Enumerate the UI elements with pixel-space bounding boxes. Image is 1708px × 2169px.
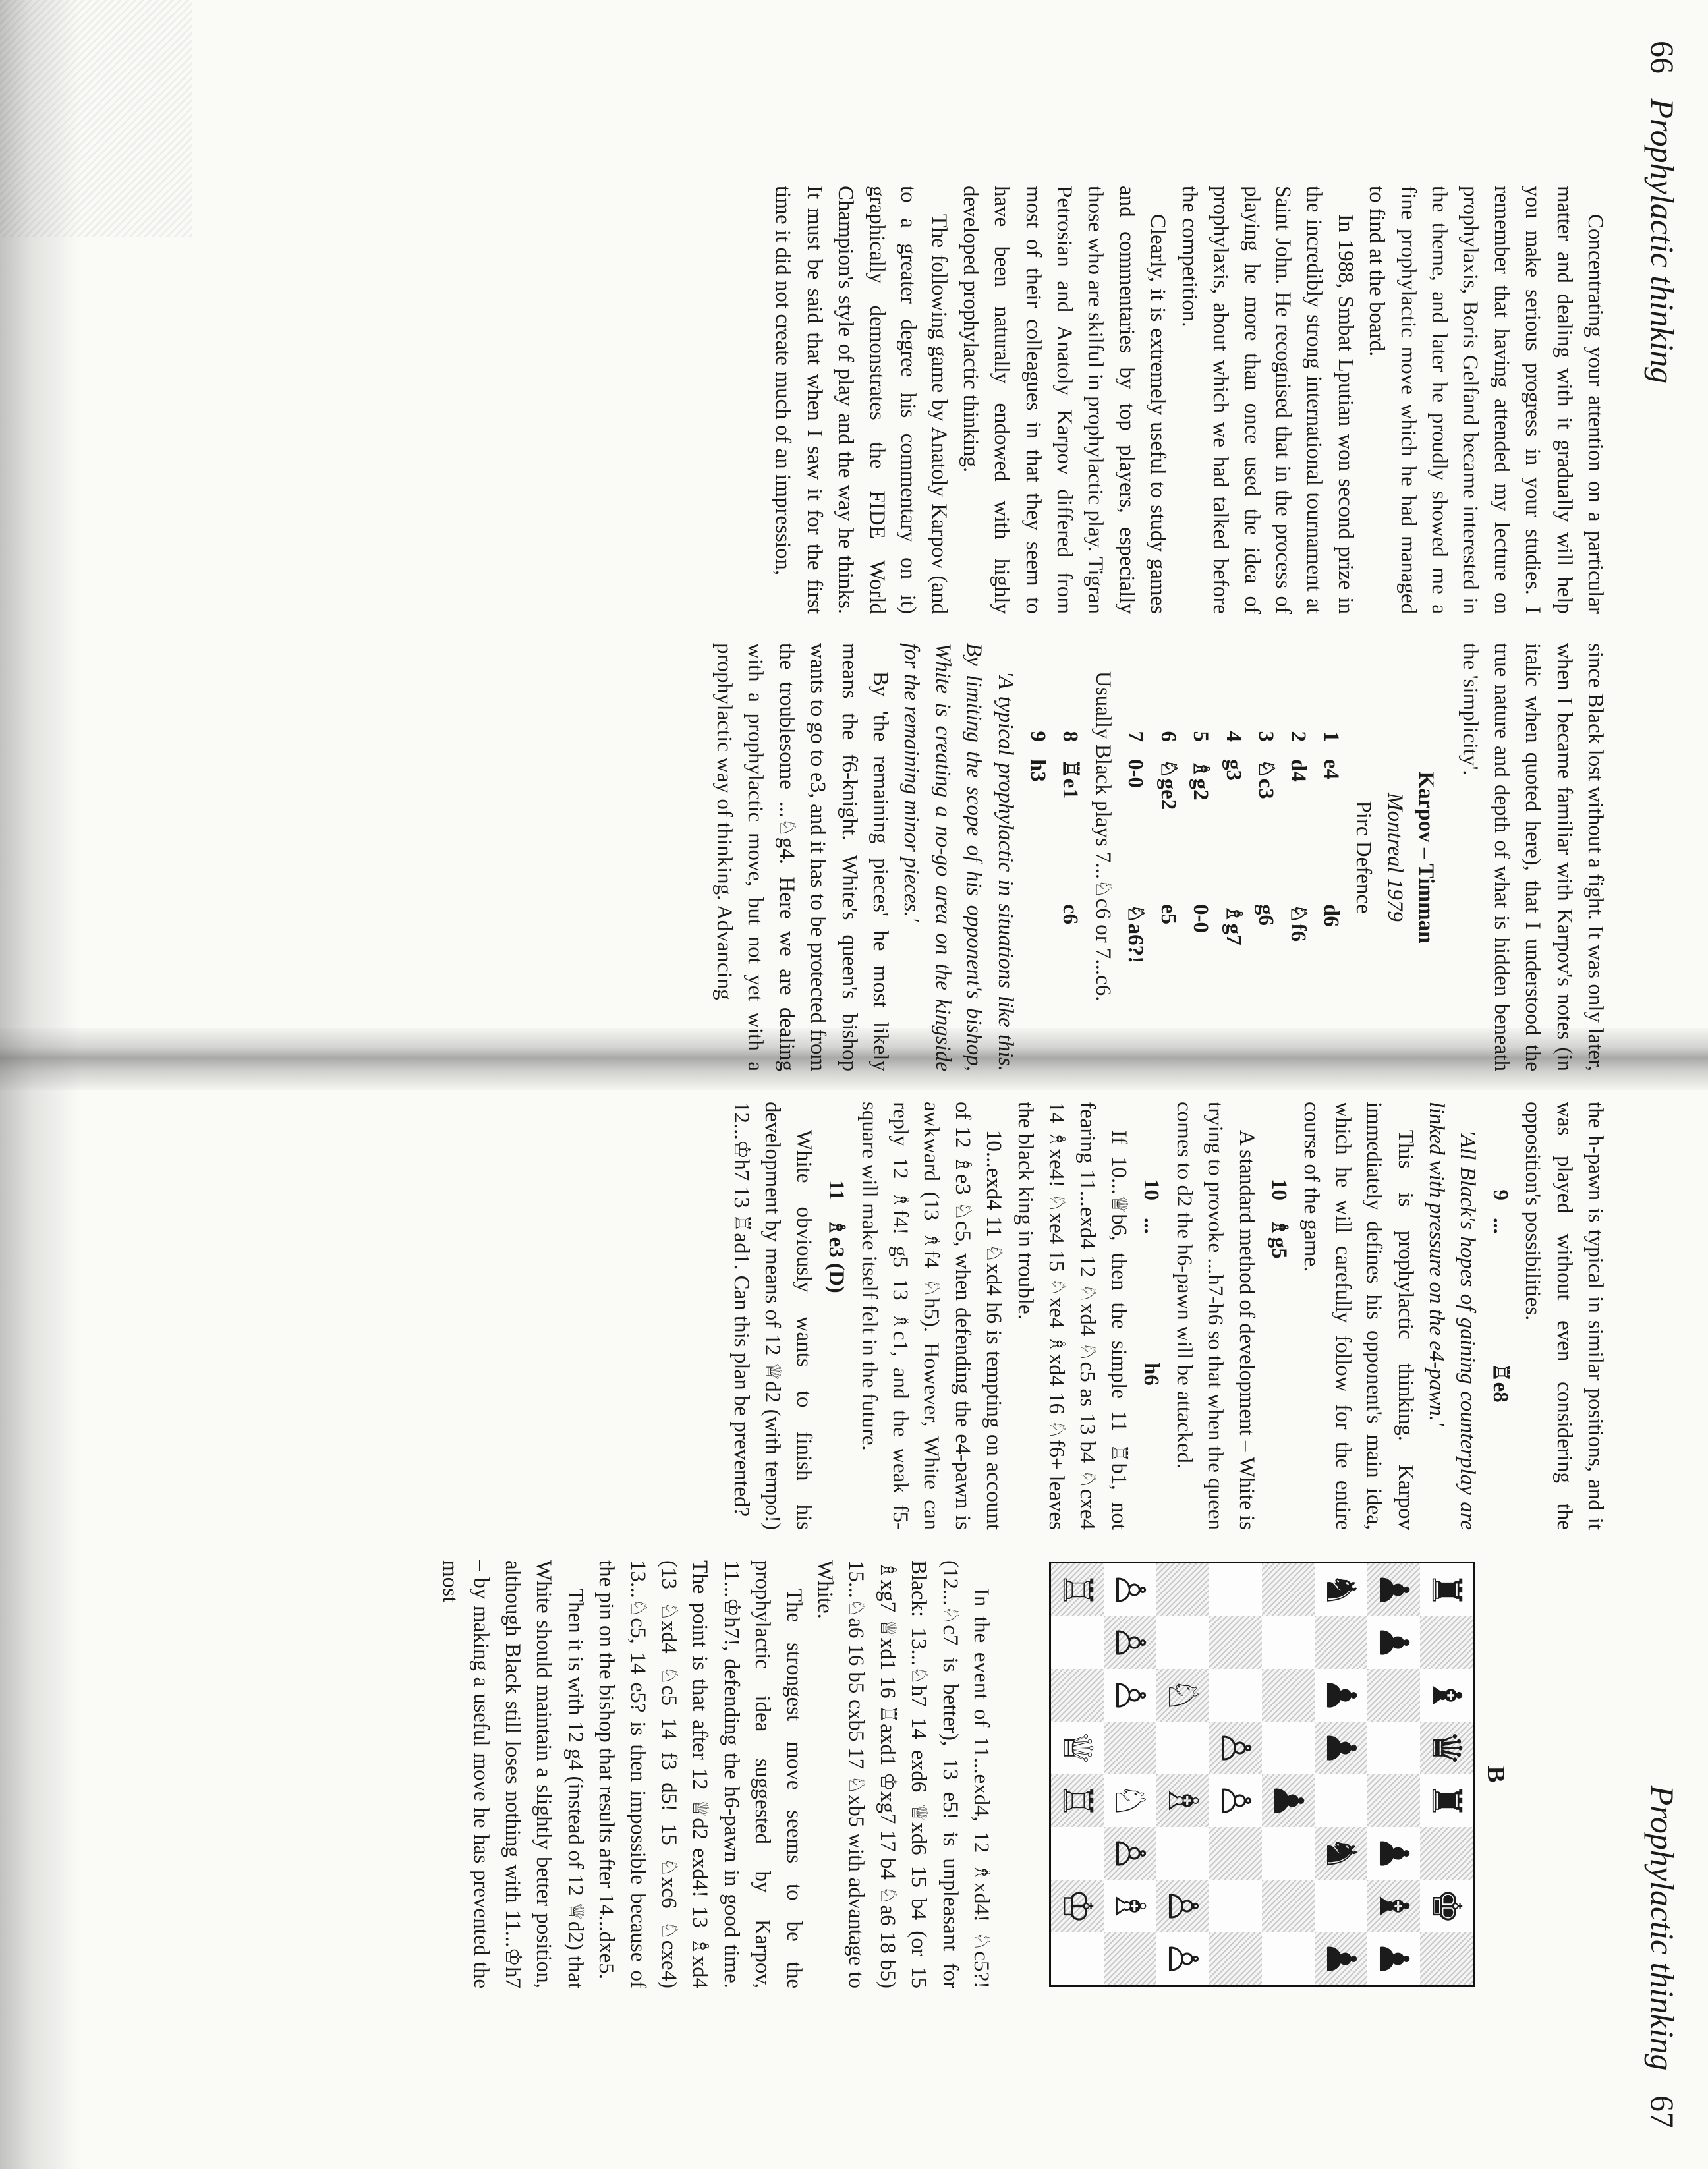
after-move-7: Usually Black plays 7...♘c6 or 7...c6. bbox=[1091, 671, 1115, 1001]
board-square bbox=[1209, 1563, 1262, 1616]
board-square: ♙ bbox=[1104, 1827, 1156, 1880]
move-10-white: 10♗g5 bbox=[1267, 1179, 1291, 1259]
col4-paragraph: The strongest move seems to be the prophylactic idea suggested by Karpov, 11...♔h7!, defending the h6-pawn in good time. The point is that after 12 ♕d2 exd4! 13 ♗xd4 (13 ♘xd4 ♘c5 14 f3 d5! 15 ♘xc6 ♘cxe4) 13...♘c5, 14 e5? is then impossible because of the pin on the bishop that results after 14...dxe5. bbox=[594, 1560, 806, 1988]
p-if10: If 10...♕b6, then the simple 11 ♖b1, not fearing 11...exd4 12 ♘xd4 ♘c5 as 13 b4 ♘cxe4 14 ♗xe4! ♘xe4 15 ♘xe4 ♗xd4 16 ♘f6+ leaves the black king in trouble. bbox=[1013, 1102, 1131, 1530]
board-square: ♜ bbox=[1420, 1563, 1473, 1616]
white-move: ♗g2 bbox=[1189, 759, 1213, 801]
board-square: ♟ bbox=[1315, 1932, 1367, 1985]
move-row bbox=[1185, 643, 1216, 1071]
board-square bbox=[1420, 1827, 1473, 1880]
board-square: ♟ bbox=[1262, 1774, 1315, 1827]
board-square bbox=[1051, 1616, 1104, 1669]
move-row bbox=[1250, 643, 1281, 1071]
white-move: ♘ge2 bbox=[1156, 759, 1180, 810]
board-square bbox=[1156, 1563, 1209, 1616]
move-row bbox=[1152, 643, 1183, 1071]
right-column-2 bbox=[434, 1560, 996, 1988]
black-move: ♘a6?! bbox=[1124, 904, 1148, 964]
move-number: 7 bbox=[1124, 731, 1148, 742]
move-number: 4 bbox=[1221, 731, 1245, 742]
move-number: 3 bbox=[1253, 731, 1278, 742]
p-white: White obviously wants to finish his development by means of 12 ♕d2 (with tempo!) 12...♔h7 13 ♖ad1. Can this plan be prevented? bbox=[729, 1102, 816, 1530]
board-square bbox=[1315, 1616, 1367, 1669]
board-square bbox=[1262, 1563, 1315, 1616]
board-square: ♟ bbox=[1367, 1827, 1420, 1880]
board-square bbox=[1367, 1774, 1420, 1827]
board-square: ♘ bbox=[1156, 1669, 1209, 1722]
board-square bbox=[1209, 1932, 1262, 1985]
board-square bbox=[1367, 1722, 1420, 1774]
game-title: Karpov – Timman bbox=[1413, 771, 1438, 944]
col1-paragraph: In 1988, Smbat Lputian won second prize in the incredibly strong international tournament at Saint John. He recognised that in the process of playing he more than once used the idea of prophylaxis, about which we had talked before the competition. bbox=[1177, 186, 1357, 614]
board-square bbox=[1367, 1669, 1420, 1722]
p-exd4: 10...exd4 11 ♘xd4 h6 is tempting on account of 12 ♗e3 ♘c5, when defending the e4-pawn is awkward (13 ♗f4 ♘h5). However, White can reply 12 ♗f4! g5 13 ♗c1, and the weak f5-square will make itself felt in the future. bbox=[857, 1102, 1006, 1530]
board-square: ♝ bbox=[1367, 1880, 1420, 1932]
chess-diagram bbox=[1049, 1560, 1510, 1988]
board-square: ♚ bbox=[1420, 1880, 1473, 1932]
move-row bbox=[1217, 643, 1248, 1071]
black-move: g6 bbox=[1253, 904, 1278, 926]
board-square bbox=[1262, 1616, 1315, 1669]
white-move: d4 bbox=[1286, 759, 1311, 782]
board-square bbox=[1051, 1932, 1104, 1985]
right-page-header bbox=[1643, 1575, 1682, 2128]
board-square bbox=[1104, 1722, 1156, 1774]
move-list-1 bbox=[1120, 643, 1346, 1071]
board-square: ♞ bbox=[1315, 1827, 1367, 1880]
black-move: e5 bbox=[1156, 904, 1180, 925]
col1-paragraph: Concentrating your attention on a particular matter and dealing with it gradually will help you make serious progress in your studies. I remember that having attended my lecture on prophylaxis, Boris Gelfand became interested in the theme, and later he proudly showed me a fine prophylactic move which he had managed to find at the board. bbox=[1365, 186, 1607, 614]
white-move: e4 bbox=[1319, 759, 1343, 780]
black-move: ♘f6 bbox=[1286, 904, 1311, 942]
white-move: ♘c3 bbox=[1253, 759, 1278, 799]
move-number: 1 bbox=[1319, 731, 1343, 742]
move-number: 6 bbox=[1156, 731, 1180, 742]
white-move: h3 bbox=[1026, 759, 1050, 782]
after-move-9: By 'the remaining pieces' he most likely means the f6-knight. White's queen's bishop wants to go to e3, and it has to be protected from the troublesome ...♘g4. Here we are dealing with a prophylactic move, but not yet with a prophylactic way of thinking. Advancing bbox=[712, 643, 893, 1071]
left-column-1 bbox=[767, 186, 1610, 614]
black-move: d6 bbox=[1319, 904, 1343, 927]
board-square bbox=[1262, 1880, 1315, 1932]
move-number: 8 bbox=[1058, 731, 1083, 742]
col3-p1: the h-pawn is typical in similar positions, and it was played without even considering the opposition's possibilities. bbox=[1521, 1102, 1607, 1530]
diagram-to-move: B bbox=[1482, 1766, 1510, 1783]
move-row bbox=[1120, 643, 1151, 1071]
quote-move-9b: 'All Black's hopes of gaining counterplay are linked with pressure on the e4-pawn.' bbox=[1424, 1102, 1480, 1530]
col4-paragraph: In the event of 11...exd4, 12 ♗xd4! ♘c5?! (12...♘c7 is better), 13 e5! is unpleasant for Black: 13...♘h7 14 exd6 ♕xd6 15 b4 (or 15 ♗xg7 ♕xd1 16 ♖axd1 ♔xg7 17 b4 ♘a6 18 b5) 15...♘a6 16 b5 cxb5 17 ♘xb5 with advantage to White. bbox=[812, 1560, 993, 1988]
board-square: ♖ bbox=[1051, 1774, 1104, 1827]
board-square bbox=[1209, 1880, 1262, 1932]
quote-move-9: 'A typical prophylactic in situations like this. By limiting the scope of his opponent's bishop, White is creating a no-go area on the kingside for the remaining minor pieces.' bbox=[899, 643, 1017, 1071]
board-square bbox=[1262, 1722, 1315, 1774]
board-square: ♜ bbox=[1420, 1774, 1473, 1827]
board-square: ♟ bbox=[1315, 1669, 1367, 1722]
board-square bbox=[1209, 1827, 1262, 1880]
board-square: ♗ bbox=[1156, 1774, 1209, 1827]
col4-paragraph: Then it is with 12 g4 (instead of 12 ♕d2) that White should maintain a slightly better position, although Black still loses nothing with 11...♔h7 – by making a useful move he has prevented the most bbox=[438, 1560, 587, 1988]
col1-paragraph: Clearly, it is extremely useful to study games and commentaries by top players, especially those who are skilful in prophylactic play. Tigran Petrosian and Anatoly Karpov differed from most of their colleagues in that they seem to have been naturally endowed with highly developed prophylactic thinking. bbox=[958, 186, 1170, 614]
board-square: ♙ bbox=[1156, 1880, 1209, 1932]
move-row bbox=[1315, 643, 1346, 1071]
board-square bbox=[1209, 1616, 1262, 1669]
black-move: 0-0 bbox=[1189, 904, 1213, 933]
board-square: ♛ bbox=[1420, 1722, 1473, 1774]
left-column-2 bbox=[708, 643, 1610, 1071]
board-square bbox=[1209, 1669, 1262, 1722]
board-square: ♟ bbox=[1315, 1722, 1367, 1774]
board-square bbox=[1156, 1616, 1209, 1669]
board-square bbox=[1051, 1669, 1104, 1722]
board-square bbox=[1262, 1932, 1315, 1985]
left-running-head: Prophylactic thinking bbox=[1644, 98, 1681, 384]
board-square: ♘ bbox=[1104, 1774, 1156, 1827]
move-number: 5 bbox=[1189, 731, 1213, 742]
board-square: ♟ bbox=[1367, 1616, 1420, 1669]
black-move: ♗g7 bbox=[1221, 904, 1245, 945]
board-square: ♙ bbox=[1156, 1932, 1209, 1985]
col1-paragraph: The following game by Anatoly Karpov (and to a greater degree his commentary on it) graphically demonstrates the FIDE World Champion's style of play and the way he thinks. It must be said that when I saw it for the first time it did not create much of an impression, bbox=[771, 186, 952, 614]
board-square bbox=[1420, 1616, 1473, 1669]
board-square bbox=[1262, 1827, 1315, 1880]
move-9-black: 9...♖e8 bbox=[1488, 1189, 1512, 1403]
white-move: ♖e1 bbox=[1058, 759, 1083, 799]
white-move: 0-0 bbox=[1124, 759, 1148, 788]
board-square bbox=[1156, 1827, 1209, 1880]
board-square: ♙ bbox=[1104, 1669, 1156, 1722]
p-standard: A standard method of development – White is trying to provoke ...h7-h6 so that when the queen comes to d2 the h6-pawn will be attacked. bbox=[1172, 1102, 1259, 1530]
right-column-1 bbox=[726, 1102, 1610, 1530]
left-page-header bbox=[1643, 41, 1682, 383]
right-running-head: Prophylactic thinking bbox=[1644, 1785, 1681, 2071]
board-square bbox=[1315, 1774, 1367, 1827]
scan-shadow bbox=[0, 0, 80, 2169]
board-square bbox=[1051, 1827, 1104, 1880]
board-square bbox=[1262, 1669, 1315, 1722]
board-square bbox=[1315, 1880, 1367, 1932]
board-square: ♟ bbox=[1367, 1932, 1420, 1985]
p-this: This is prophylactic thinking. Karpov immediately defines his opponent's main idea, which he will carefully follow for the entire course of the game. bbox=[1299, 1102, 1417, 1530]
board-square: ♙ bbox=[1209, 1774, 1262, 1827]
white-move: g3 bbox=[1221, 759, 1245, 781]
game-opening: Pirc Defence bbox=[1352, 801, 1376, 914]
board-square: ♝ bbox=[1420, 1669, 1473, 1722]
move-11-white: 11♗e3 (D) bbox=[824, 1179, 849, 1293]
board-square: ♖ bbox=[1051, 1563, 1104, 1616]
move-number: 9 bbox=[1026, 731, 1050, 742]
board-square bbox=[1420, 1932, 1473, 1985]
board-square: ♟ bbox=[1367, 1563, 1420, 1616]
chess-board bbox=[1049, 1562, 1475, 1987]
board-square: ♙ bbox=[1104, 1563, 1156, 1616]
board-square: ♕ bbox=[1051, 1722, 1104, 1774]
left-page-number: 66 bbox=[1644, 41, 1681, 74]
move-10-black: 10...h6 bbox=[1139, 1179, 1164, 1386]
move-list-2 bbox=[1022, 643, 1086, 1071]
board-square bbox=[1104, 1932, 1156, 1985]
col2-intro: since Black lost without a fight. It was only later, when I became familiar with Karpov's notes (in italic when quoted here), that I understood the true nature and depth of what is hidden beneath the 'simplicity'. bbox=[1458, 643, 1607, 1071]
move-row bbox=[1054, 643, 1085, 1071]
move-number: 2 bbox=[1286, 731, 1311, 742]
board-square: ♞ bbox=[1315, 1563, 1367, 1616]
scan-noise bbox=[0, 0, 192, 237]
board-square: ♗ bbox=[1104, 1880, 1156, 1932]
game-event: Montreal 1979 bbox=[1382, 793, 1407, 922]
move-row bbox=[1282, 643, 1313, 1071]
right-page-number: 67 bbox=[1644, 2095, 1681, 2128]
board-square: ♔ bbox=[1051, 1880, 1104, 1932]
board-square bbox=[1156, 1722, 1209, 1774]
black-move: c6 bbox=[1058, 904, 1083, 925]
move-row bbox=[1022, 643, 1053, 1071]
board-square: ♙ bbox=[1209, 1722, 1262, 1774]
board-square: ♙ bbox=[1104, 1616, 1156, 1669]
